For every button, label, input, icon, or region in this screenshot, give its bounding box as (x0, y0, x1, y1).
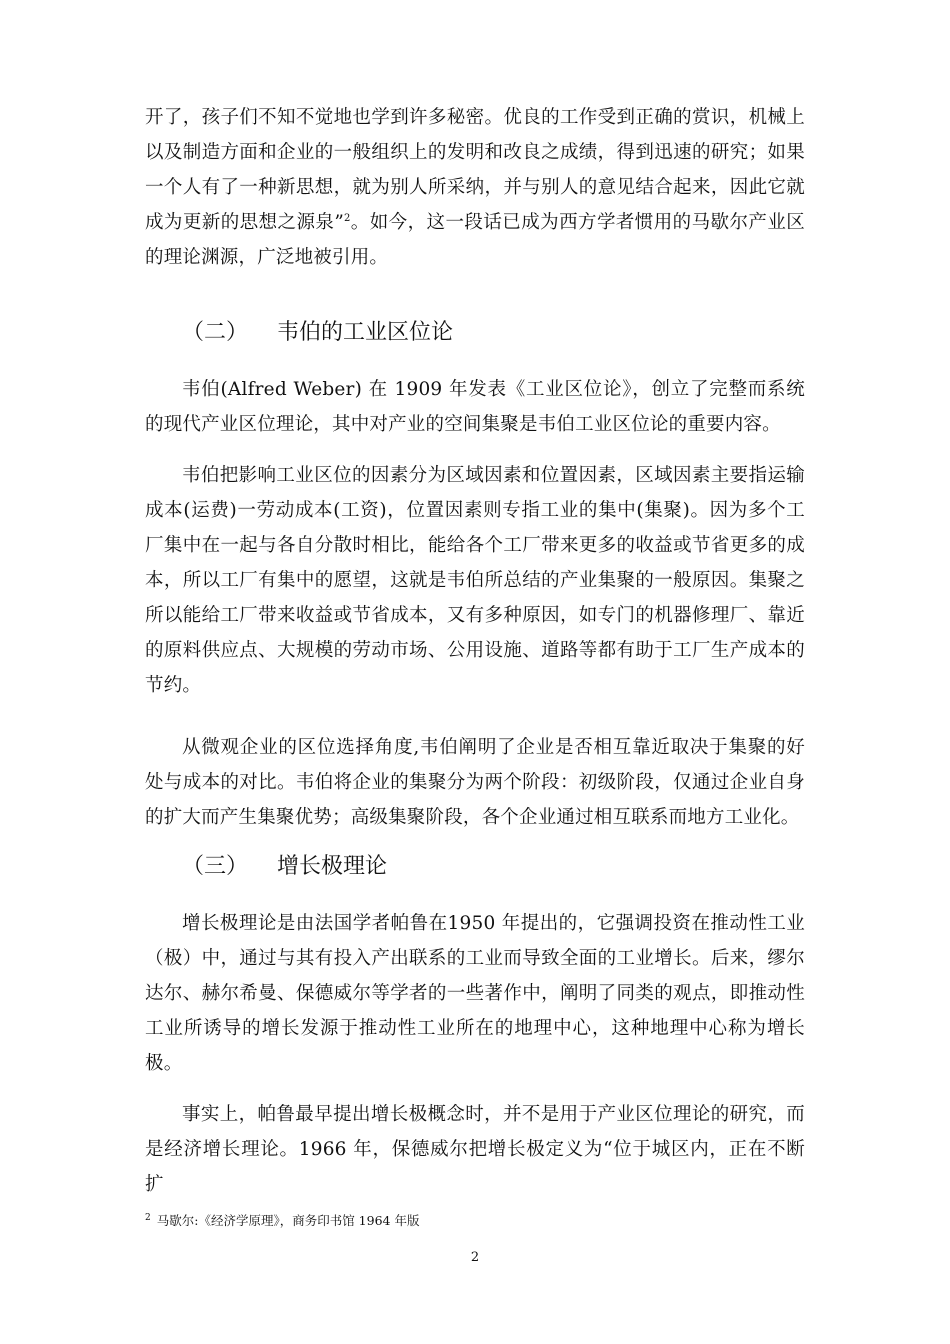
footnote (145, 1212, 419, 1230)
page-number: 2 (470, 1250, 480, 1265)
footnote-text: 马歇尔:《经济学原理》，商务印书馆 1964 年版 (156, 1213, 420, 1228)
paragraph-weber-factors: 韦伯把影响工业区位的因素分为区域因素和位置因素，区域因素主要指运输成本(运费)一劳动成本(工资)，位置因素则专指工业的集中(集聚)。因为多个工厂集中在一起与各自分散时相比，能给各个工厂带来更多的收益或节省更多的成本，所以工厂有集中的愿望，这就是韦伯所总结的产业集聚的一般原因。集聚之所以能给工厂带来收益或节省成本，又有多种原因，如专门的机器修理厂、靠近的原料供应点、大规模的劳动市场、公用设施、道路等都有助于工厂生产成本的节约。 (145, 465, 805, 696)
footnote-mark: 2 (145, 1212, 151, 1223)
paragraph-text: 开了，孩子们不知不觉地也学到许多秘密。优良的工作受到正确的赏识，机械上以及制造方面和企业的一般组织上的发明和改良之成绩，得到迅速的研究；如果一个人有了一种新思想，就为别人所采纳，并与别人的意见结合起来，因此它就成为更新的思想之源泉” (145, 107, 805, 233)
section-number: （三） (182, 854, 249, 879)
paragraph-growth-pole-history: 事实上，帕鲁最早提出增长极概念时，并不是用于产业区位理论的研究，而是经济增长理论。1966 年，保德威尔把增长极定义为“位于城区内，正在不断扩 (145, 1104, 805, 1195)
paragraph-text-tail: 。如今，这一段话已成为西方学者惯用的马歇尔产业区的理论渊源，广泛地被引用。 (145, 212, 805, 268)
paragraph-weber-stages: 从微观企业的区位选择角度,韦伯阐明了企业是否相互靠近取决于集聚的好处与成本的对比。韦伯将企业的集聚分为两个阶段：初级阶段，仅通过企业自身的扩大而产生集聚优势；高级集聚阶段，各个企业通过相互联系而地方工业化。 (145, 737, 805, 828)
section-title: 增长极理论 (277, 854, 388, 879)
section-heading-growth-pole (182, 852, 387, 882)
section-heading-weber (182, 318, 453, 348)
section-number: （二） (182, 320, 249, 345)
footnote-reference: 2 (344, 212, 351, 224)
paragraph-weber-intro: 韦伯(Alfred Weber) 在 1909 年发表《工业区位论》，创立了完整而系统的现代产业区位理论，其中对产业的空间集聚是韦伯工业区位论的重要内容。 (145, 379, 805, 435)
section-title: 韦伯的工业区位论 (277, 320, 454, 345)
paragraph-marshall-quote (145, 100, 805, 275)
paragraph-growth-pole-theory: 增长极理论是由法国学者帕鲁在1950 年提出的，它强调投资在推动性工业（极）中，通过与其有投入产出联系的工业而导致全面的工业增长。后来，缪尔达尔、赫尔希曼、保德威尔等学者的一些著作中，阐明了同类的观点，即推动性工业所诱导的增长发源于推动性工业所在的地理中心，这种地理中心称为增长极。 (145, 913, 805, 1074)
